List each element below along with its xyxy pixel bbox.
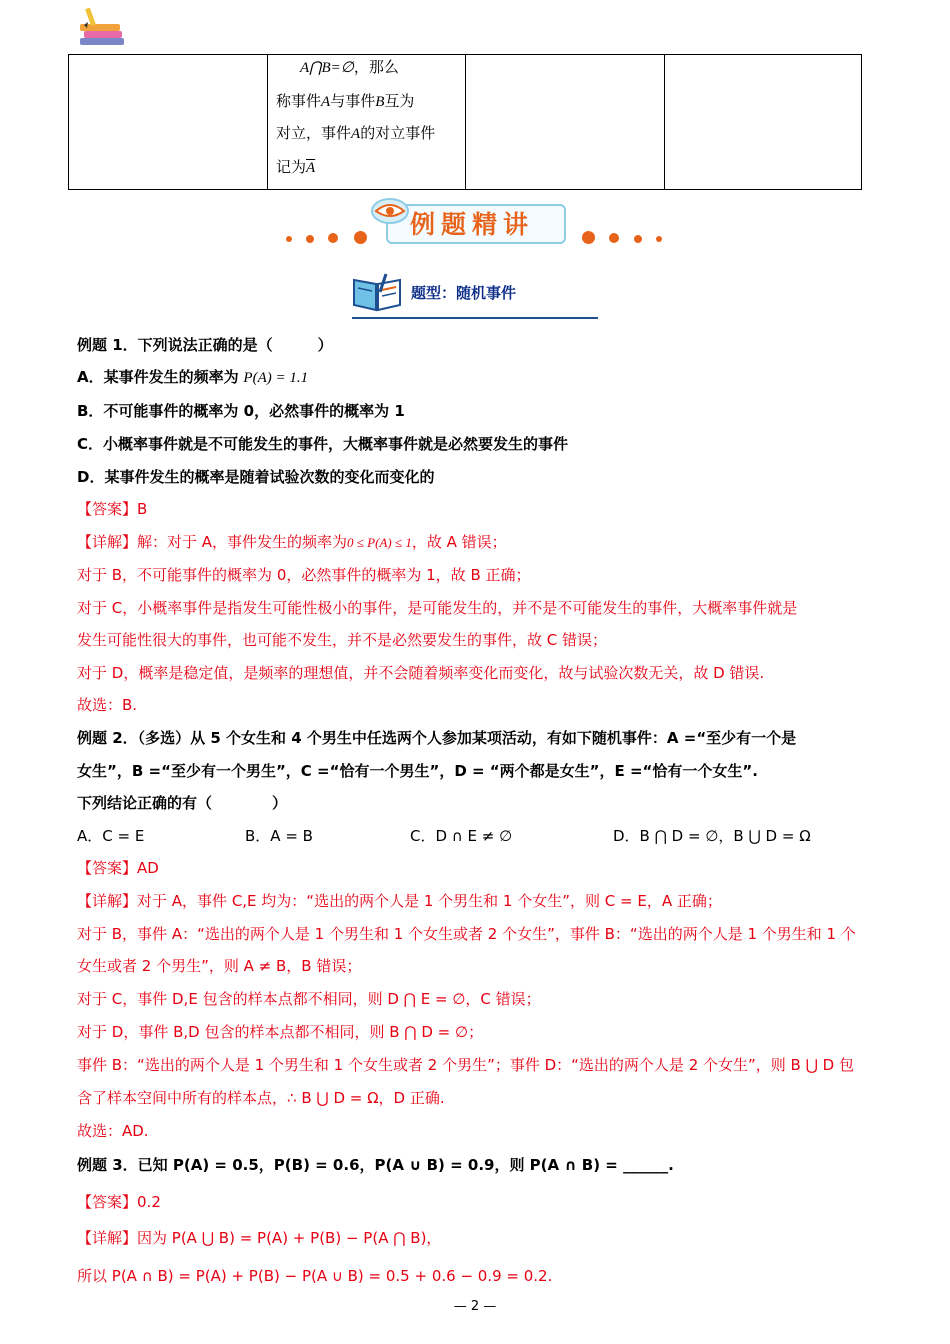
q1-option-c: C．小概率事件就是不可能发生的事件，大概率事件就是必然要发生的事件 (77, 435, 569, 453)
section-title: 题型：随机事件 (411, 284, 517, 302)
q2-option-b: B．A = B (245, 827, 313, 845)
q3-answer: 【答案】0.2 (77, 1193, 161, 1211)
q2-option-d: D．B ⋂ D = ∅，B ⋃ D = Ω (613, 827, 811, 845)
q2-stem-3: 下列结论正确的有（ ） (77, 794, 288, 812)
q2-detail-6: 事件 B：“选出的两个人是 1 个男生和 1 个女生或者 2 个男生”；事件 D：“选出的两个人是 2 个女生”，则 B ⋃ D 包 (77, 1056, 855, 1074)
q1-detail-2: 对于 B，不可能事件的概率为 0，必然事件的概率为 1，故 B 正确； (77, 566, 531, 584)
q1-conclusion: 故选：B. (77, 696, 138, 714)
definition-table (68, 54, 862, 190)
q1-option-b: B．不可能事件的概率为 0，必然事件的概率为 1 (77, 402, 405, 420)
banner-title: 例题精讲 (410, 210, 535, 239)
q2-detail-4: 对于 C，事件 D,E 包含的样本点都不相同，则 D ⋂ E = ∅，C 错误； (77, 990, 541, 1008)
q2-detail-3: 女生或者 2 个男生”，则 A ≠ B，B 错误； (77, 957, 362, 975)
q2-detail-1: 【详解】对于 A，事件 C,E 均为：“选出的两个人是 1 个男生和 1 个女生”，则 C = E，A 正确； (77, 892, 722, 910)
open-book-icon (350, 272, 404, 312)
q1-detail-1: 【详解】解：对于 A，事件发生的频率为0 ≤ P(A) ≤ 1，故 A 错误； (77, 533, 507, 551)
q2-answer: 【答案】AD (77, 859, 159, 877)
q2-stem-1: 例题 2．（多选）从 5 个女生和 4 个男生中任选两个人参加某项活动，有如下随机事件：A =“至少有一个是 (77, 729, 797, 747)
eye-icon (370, 196, 410, 226)
q2-detail-7: 含了样本空间中所有的样本点，∴ B ⋃ D = Ω，D 正确. (77, 1089, 445, 1107)
table-cell-line-4: 记为$\overline{A}$ (276, 158, 316, 176)
q1-answer: 【答案】B (77, 500, 148, 518)
q3-stem: 例题 3．已知 P(A) = 0.5，P(B) = 0.6，P(A ∪ B) = 0.9，则 P(A ∩ B) = ______. (77, 1156, 674, 1174)
q1-detail-4: 发生可能性很大的事件，也可能不发生，并不是必然要发生的事件，故 C 错误； (77, 631, 608, 649)
page-number: — 2 — (453, 1299, 497, 1314)
q2-stem-2: 女生”，B =“至少有一个男生”，C =“恰有一个男生”，D = “两个都是女生”，E =“恰有一个女生”. (77, 762, 758, 780)
table-cell-line-2: 称事件A与事件B互为 (276, 92, 415, 110)
table-cell-line-3: 对立，事件A的对立事件 (276, 124, 436, 142)
q1-option-d: D．某事件发生的概率是随着试验次数的变化而变化的 (77, 468, 435, 486)
q2-option-c: C．D ∩ E ≠ ∅ (410, 827, 513, 845)
q3-detail-1: 【详解】因为 P(A ⋃ B) = P(A) + P(B) − P(A ⋂ B)， (77, 1229, 442, 1247)
q3-detail-2: 所以 P(A ∩ B) = P(A) + P(B) − P(A ∪ B) = 0.5 + 0.6 − 0.9 = 0.2. (77, 1267, 553, 1285)
q1-detail-5: 对于 D，概率是稳定值，是频率的理想值，并不会随着频率变化而变化，故与试验次数无关，故 D 错误. (77, 664, 765, 682)
q2-detail-2: 对于 B，事件 A：“选出的两个人是 1 个男生和 1 个女生或者 2 个女生”，事件 B：“选出的两个人是 1 个男生和 1 个 (77, 925, 856, 943)
q1-detail-3: 对于 C，小概率事件是指发生可能性极小的事件，是可能发生的，并不是不可能发生的事件，大概率事件就是 (77, 599, 798, 617)
q2-option-a: A．C = E (77, 827, 145, 845)
q1-option-a: A．某事件发生的频率为 P(A) = 1.1 (77, 368, 309, 386)
table-cell-line-1: A⋂B=∅，那么 (300, 58, 399, 76)
section-underline (352, 317, 598, 319)
q2-conclusion: 故选：AD. (77, 1122, 149, 1140)
books-logo-icon (78, 8, 128, 50)
q2-detail-5: 对于 D，事件 B,D 包含的样本点都不相同，则 B ⋂ D = ∅； (77, 1023, 484, 1041)
q1-stem: 例题 1．下列说法正确的是（ ） (77, 336, 333, 354)
